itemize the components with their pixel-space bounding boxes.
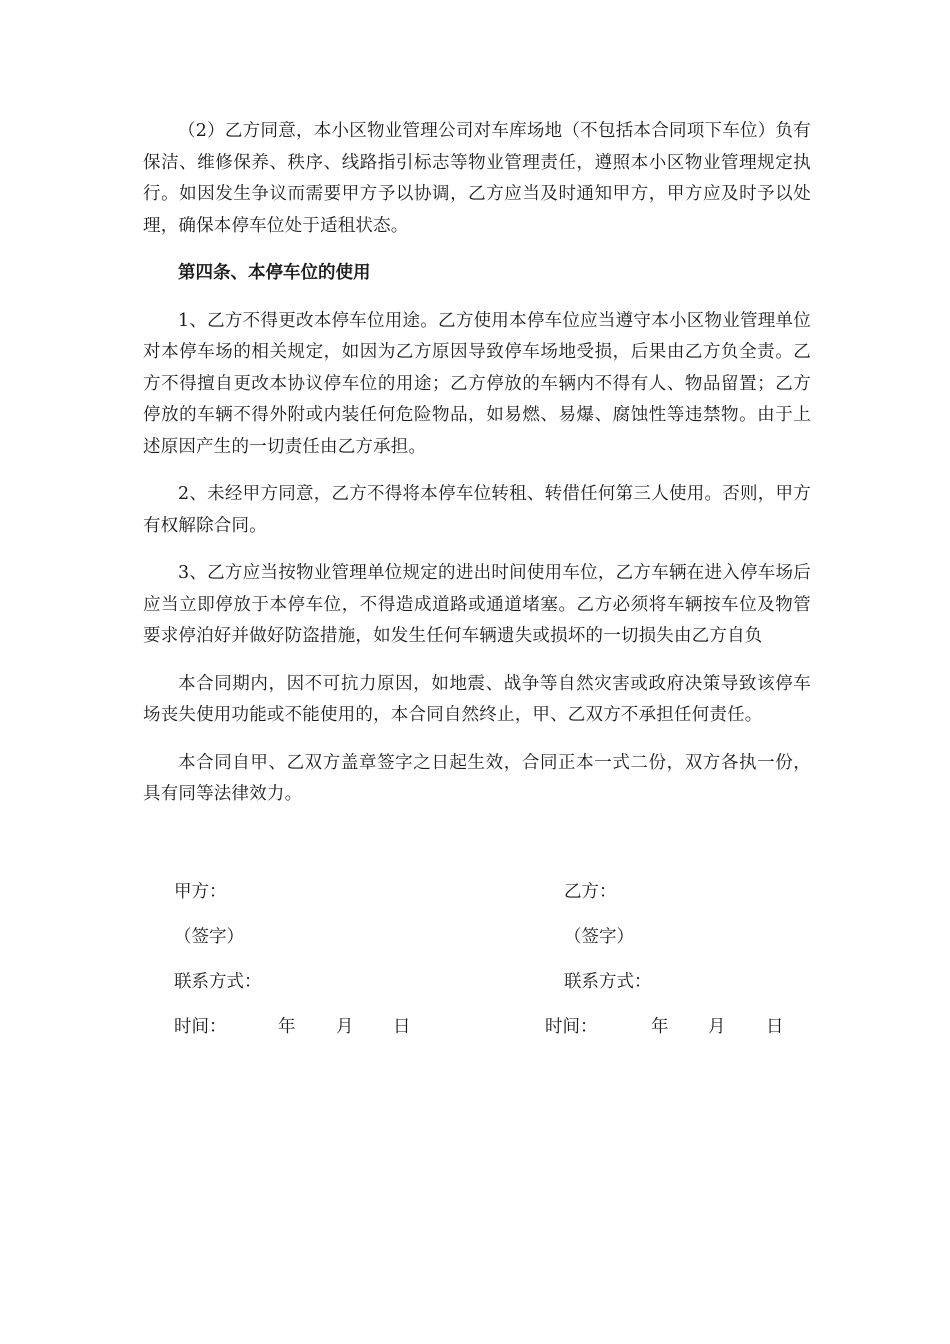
party-b-year: 年 bbox=[651, 1017, 669, 1037]
party-b-signature: （签字） bbox=[564, 927, 634, 947]
party-b-day: 日 bbox=[766, 1017, 784, 1037]
section-4-item-1: 1、乙方不得更改本停车位用途。乙方使用本停车位应当遵守本小区物业管理单位对本停车场的相关规定，如因为乙方原因导致停车场地受损，后果由乙方负全责。乙方不得擅自更改本协议停车位的用途；乙方停放的车辆内不得有人、物品留置；乙方停放的车辆不得外附或内装任何危险物品，如易燃、易爆、腐蚀性等违禁物。由于上述原因产生的一切责任由乙方承担。 bbox=[143, 310, 811, 457]
party-a-label: 甲方： bbox=[174, 882, 227, 902]
party-a-time: 时间： bbox=[174, 1017, 227, 1037]
contract-body bbox=[143, 116, 811, 827]
party-b-label: 乙方： bbox=[564, 882, 617, 902]
party-a-day: 日 bbox=[393, 1017, 411, 1037]
party-a-signature: （签字） bbox=[174, 927, 244, 947]
party-b-time: 时间： bbox=[545, 1017, 598, 1037]
party-b-month: 月 bbox=[708, 1017, 726, 1037]
clause-property-management: （2）乙方同意，本小区物业管理公司对车库场地（不包括本合同项下车位）负有保洁、维修保养、秩序、线路指引标志等物业管理责任，遵照本小区物业管理规定执行。如因发生争议而需要甲方予以协调，乙方应当及时通知甲方，甲方应及时予以处理，确保本停车位处于适租状态。 bbox=[143, 121, 811, 236]
party-a-month: 月 bbox=[336, 1017, 354, 1037]
section-4-item-3: 3、乙方应当按物业管理单位规定的进出时间使用车位，乙方车辆在进入停车场后应当立即停放于本停车位，不得造成道路或通道堵塞。乙方必须将车辆按车位及物管要求停泊好并做好防盗措施，如发生任何车辆遗失或损坏的一切损失由乙方自负 bbox=[143, 563, 811, 646]
party-b-contact: 联系方式： bbox=[564, 972, 652, 992]
party-a-year: 年 bbox=[278, 1017, 296, 1037]
section-4-item-2: 2、未经甲方同意，乙方不得将本停车位转租、转借任何第三人使用。否则，甲方有权解除合同。 bbox=[143, 484, 811, 536]
party-a-contact: 联系方式： bbox=[174, 972, 262, 992]
force-majeure-clause: 本合同期内，因不可抗力原因，如地震、战争等自然灾害或政府决策导致该停车场丧失使用功能或不能使用的，本合同自然终止，甲、乙双方不承担任何责任。 bbox=[143, 673, 811, 725]
effective-clause: 本合同自甲、乙双方盖章签字之日起生效，合同正本一式二份，双方各执一份，具有同等法律效力。 bbox=[143, 752, 811, 804]
section-4-heading: 第四条、本停车位的使用 bbox=[178, 263, 371, 283]
